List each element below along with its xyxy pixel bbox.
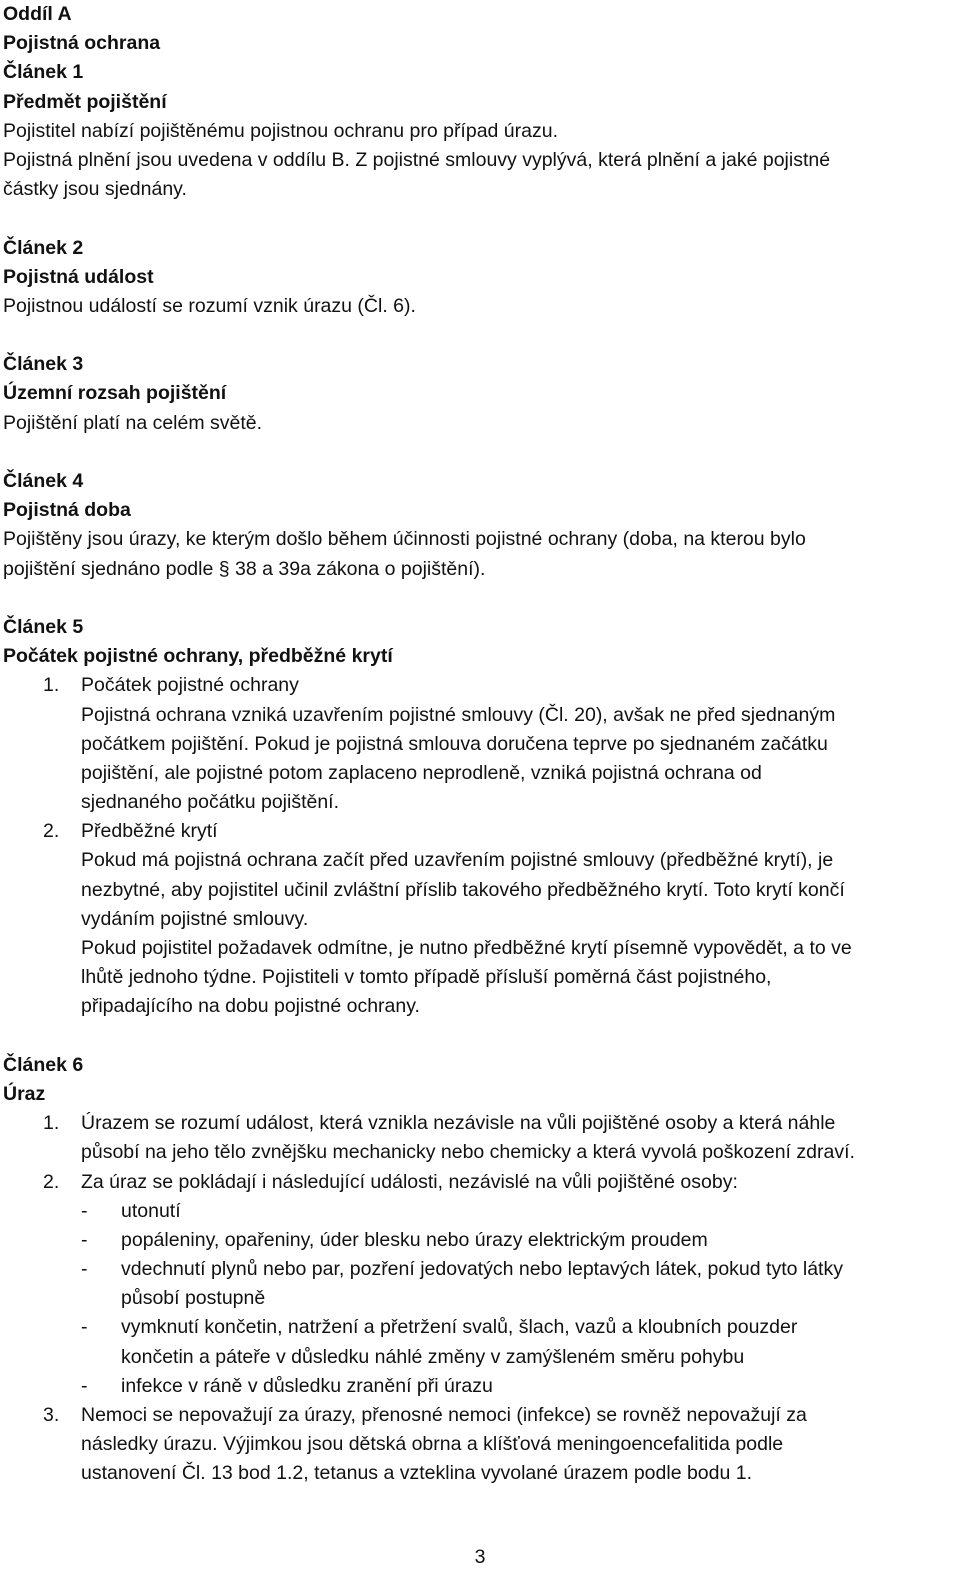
article-4-heading: Článek 4	[3, 470, 84, 492]
list-item-text: Nemoci se nepovažují za úrazy, přenosné nemoci (infekce) se rovněž nepovažují za	[81, 1404, 807, 1426]
section-title: Oddíl A	[3, 3, 72, 25]
list-item-text: působí na jeho tělo zvnějšku mechanicky nebo chemicky a která vyvolá poškození zdraví.	[81, 1141, 855, 1164]
list-item	[3, 1401, 953, 1430]
article-6-subheading: Úraz	[3, 1082, 46, 1105]
list-item-text: počátkem pojištění. Pokud je pojistná smlouva doručena teprve po sjednaném začátku	[81, 732, 828, 755]
list-item-text: sjednaného počátku pojištění.	[81, 791, 340, 814]
list-item-text: Pokud má pojistná ochrana začít před uzavřením pojistné smlouvy (předběžné krytí), je	[81, 849, 834, 872]
list-item-text: následky úrazu. Výjimkou jsou dětská obrna a klíšťová meningoencefalitida podle	[81, 1433, 784, 1456]
section-subtitle: Pojistná ochrana	[3, 32, 161, 55]
list-item	[3, 1168, 953, 1197]
list-number: 1.	[43, 1112, 60, 1135]
dash-marker: -	[81, 1316, 88, 1339]
list-item-title: Předběžné krytí	[81, 820, 218, 843]
document-page	[3, 0, 953, 1489]
article-1-heading: Článek 1	[3, 61, 84, 84]
list-item-text: pojištění, ale pojistné potom zaplaceno neprodleně, vzniká pojistná ochrana od	[81, 761, 762, 784]
bullet-text: působí postupně	[121, 1287, 266, 1310]
bullet-item	[3, 1197, 953, 1226]
dash-marker: -	[81, 1374, 88, 1397]
article-4-text: Pojištěny jsou úrazy, ke kterým došlo během účinnosti pojistné ochrany (doba, na kterou bylo	[3, 528, 806, 551]
list-item-text: ustanovení Čl. 13 bod 1.2, tetanus a vzteklina vyvolané úrazem podle bodu 1.	[81, 1462, 753, 1485]
dash-marker: -	[81, 1228, 88, 1251]
list-number: 1.	[43, 674, 60, 697]
article-1-text: částky jsou sjednány.	[3, 178, 187, 201]
list-item-text: Pokud pojistitel požadavek odmítne, je nutno předběžné krytí písemně vypovědět, a to ve	[81, 937, 852, 959]
list-item	[3, 1109, 953, 1138]
list-item-text: lhůtě jednoho týdne. Pojistiteli v tomto případě přísluší poměrná část pojistného,	[81, 966, 772, 989]
article-2-text: Pojistnou událostí se rozumí vznik úrazu (Čl. 6).	[3, 294, 416, 317]
list-number: 2.	[43, 1170, 60, 1193]
list-number: 3.	[43, 1404, 60, 1426]
article-1-subheading: Předmět pojištění	[3, 90, 167, 113]
article-4-text: pojištění sjednáno podle § 38 a 39a zákona o pojištění).	[3, 557, 486, 580]
article-3-subheading: Územní rozsah pojištění	[3, 382, 227, 405]
list-item-text: vydáním pojistné smlouvy.	[81, 907, 309, 930]
bullet-text: infekce v ráně v důsledku zranění při úrazu	[121, 1374, 493, 1397]
bullet-text: vymknutí končetin, natržení a přetržení svalů, šlach, vazů a kloubních pouzder	[121, 1316, 798, 1339]
article-2-subheading: Pojistná událost	[3, 265, 154, 288]
article-4-subheading: Pojistná doba	[3, 499, 131, 522]
article-3-heading: Článek 3	[3, 353, 84, 376]
list-item-text: připadajícího na dobu pojistné ochrany.	[81, 995, 420, 1018]
list-item-text: Úrazem se rozumí událost, která vznikla nezávisle na vůli pojištěné osoby a která náhle	[81, 1112, 836, 1135]
list-item	[3, 817, 953, 846]
article-3-text: Pojištění platí na celém světě.	[3, 411, 263, 434]
list-number: 2.	[43, 820, 60, 843]
bullet-item	[3, 1372, 953, 1401]
article-5-subheading: Počátek pojistné ochrany, předběžné krytí	[3, 645, 393, 668]
list-item-title: Počátek pojistné ochrany	[81, 674, 299, 697]
list-item	[3, 671, 953, 700]
dash-marker: -	[81, 1258, 88, 1281]
article-6-heading: Článek 6	[3, 1053, 84, 1076]
dash-marker: -	[81, 1199, 88, 1222]
article-5-heading: Článek 5	[3, 615, 84, 638]
bullet-item	[3, 1255, 953, 1284]
bullet-text: vdechnutí plynů nebo par, pozření jedovatých nebo leptavých látek, pokud tyto látky	[121, 1258, 843, 1281]
bullet-item	[3, 1226, 953, 1255]
list-item-text: Za úraz se pokládají i následující události, nezávislé na vůli pojištěné osoby:	[81, 1170, 738, 1193]
article-2-heading: Článek 2	[3, 236, 84, 259]
bullet-text: popáleniny, opařeniny, úder blesku nebo úrazy elektrickým proudem	[121, 1228, 708, 1251]
list-item-text: Pojistná ochrana vzniká uzavřením pojistné smlouvy (Čl. 20), avšak ne před sjednaným	[81, 703, 836, 726]
bullet-item	[3, 1313, 953, 1342]
bullet-text: utonutí	[121, 1199, 181, 1222]
article-1-text: Pojistitel nabízí pojištěnému pojistnou ochranu pro případ úrazu.	[3, 119, 558, 142]
page-number: 3	[474, 1546, 486, 1568]
bullet-text: končetin a páteře v důsledku náhlé změny v zamýšleném směru pohybu	[121, 1345, 745, 1368]
list-item-text: nezbytné, aby pojistitel učinil zvláštní příslib takového předběžného krytí. Toto krytí končí	[81, 878, 845, 901]
article-1-text: Pojistná plnění jsou uvedena v oddílu B. Z pojistné smlouvy vyplývá, která plnění a jaké pojistné	[3, 148, 831, 171]
